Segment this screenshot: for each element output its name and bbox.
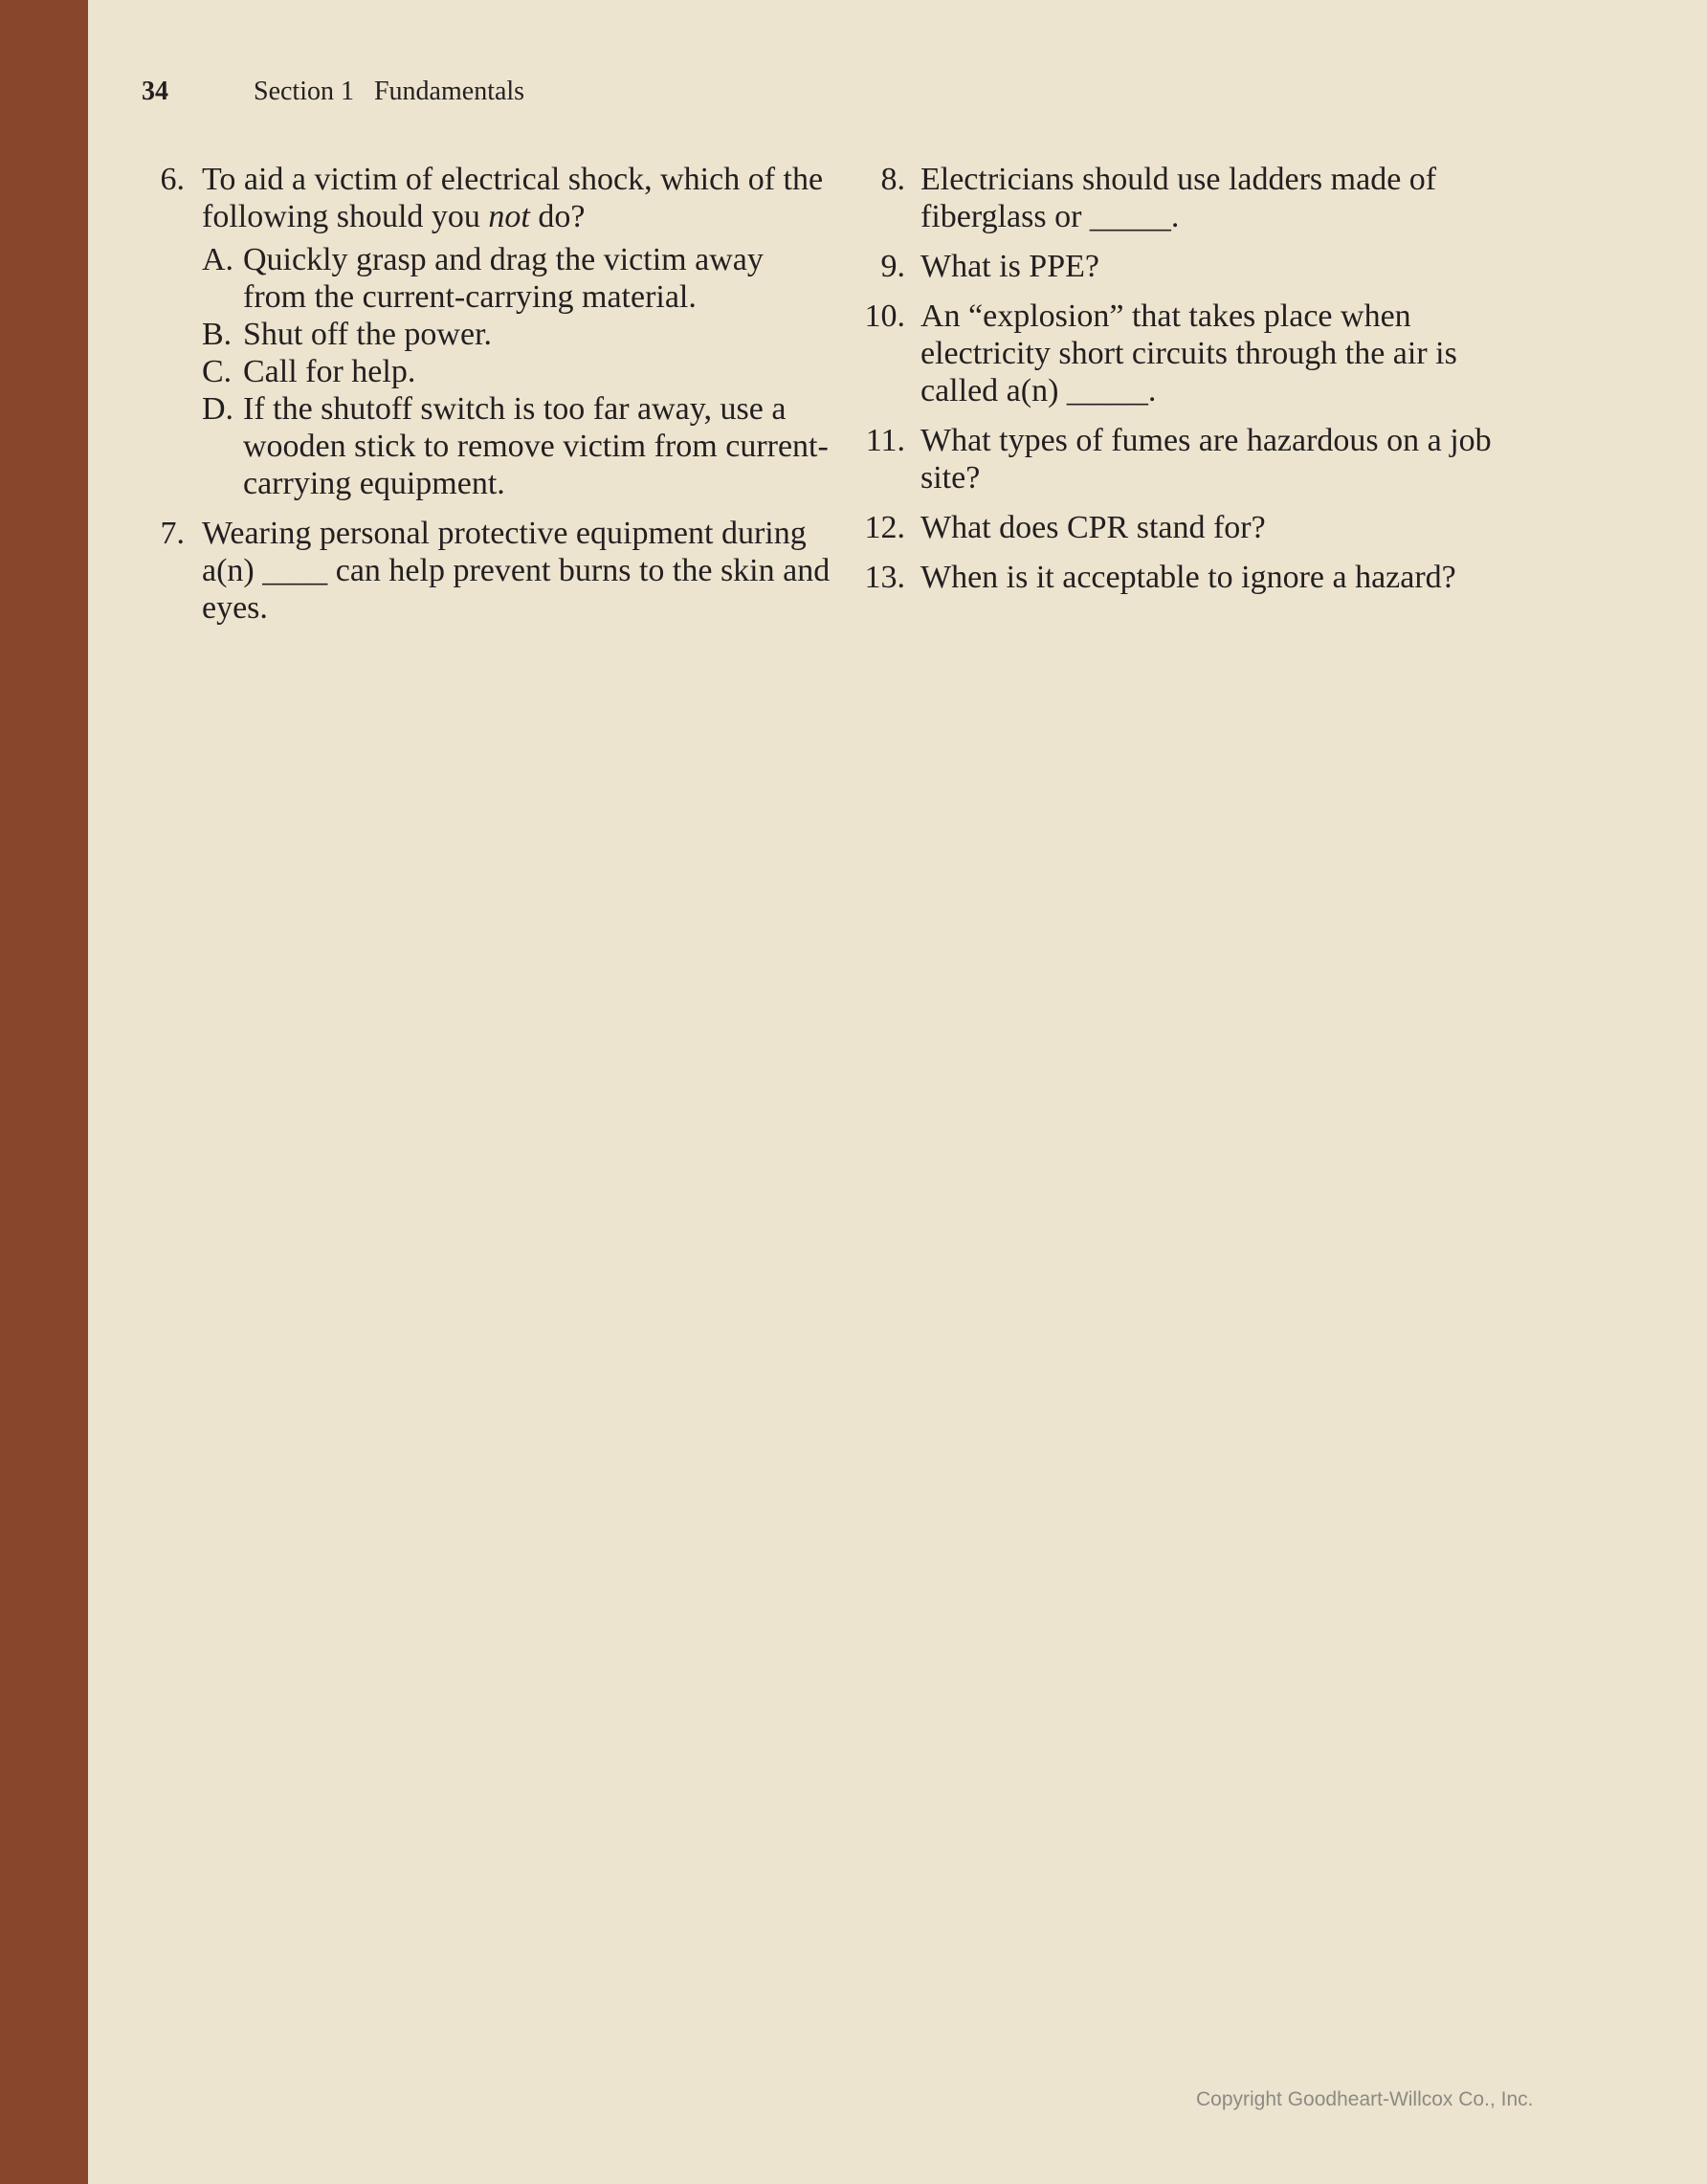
option-c	[202, 353, 831, 390]
question-text: When is it acceptable to ignore a hazard?	[920, 560, 1456, 595]
option-d	[202, 390, 831, 502]
option-text: Quickly grasp and drag the victim away from the current-carrying material.	[243, 242, 764, 315]
question-number: 13.	[864, 560, 905, 595]
option-text: Call for help.	[243, 354, 416, 389]
copyright-notice: Copyright Goodheart-Willcox Co., Inc.	[1196, 2088, 1534, 2110]
question-text-part: do?	[529, 199, 586, 234]
option-a	[202, 241, 831, 316]
question-text: Electricians should use ladders made of fiberglass or _____.	[920, 162, 1437, 234]
emphasis-text: not	[488, 199, 530, 234]
option-letter: D.	[202, 391, 234, 427]
question-text	[202, 161, 831, 235]
left-column	[142, 161, 831, 639]
question-text: Wearing personal protective equipment during a(n) ____ can help prevent burns to the skin and eyes.	[202, 516, 831, 626]
question-text: What is PPE?	[920, 249, 1099, 284]
option-text: If the shutoff switch is too far away, use a wooden stick to remove victim from current-carrying equipment.	[243, 391, 829, 501]
answer-options	[202, 241, 831, 502]
question-7	[142, 515, 831, 627]
question-number: 7.	[160, 516, 185, 551]
question-text: An “explosion” that takes place when electricity short circuits through the air is called a(n) _____.	[920, 298, 1457, 408]
question-13	[859, 559, 1529, 596]
question-number: 12.	[864, 510, 905, 545]
option-letter: A.	[202, 242, 234, 277]
option-letter: C.	[202, 354, 233, 389]
option-b	[202, 316, 831, 353]
question-number: 6.	[160, 162, 185, 197]
side-color-bar	[0, 0, 88, 2184]
question-text: What does CPR stand for?	[920, 510, 1266, 545]
question-text: What types of fumes are hazardous on a job site?	[920, 423, 1492, 496]
question-text-part: To aid a victim of electrical shock, which of the following should you	[202, 162, 824, 234]
question-8	[859, 161, 1529, 235]
question-number: 10.	[864, 298, 905, 334]
question-number: 9.	[880, 249, 905, 284]
question-number: 8.	[880, 162, 905, 197]
question-11	[859, 422, 1529, 496]
section-title: Section 1 Fundamentals	[254, 77, 525, 106]
right-column	[859, 161, 1529, 608]
question-9	[859, 248, 1529, 285]
page-number: 34	[142, 77, 168, 106]
question-6	[142, 161, 831, 502]
question-number: 11.	[865, 423, 905, 458]
page-header	[142, 75, 524, 109]
option-letter: B.	[202, 317, 233, 352]
question-12	[859, 509, 1529, 546]
option-text: Shut off the power.	[243, 317, 493, 352]
question-10	[859, 298, 1529, 409]
